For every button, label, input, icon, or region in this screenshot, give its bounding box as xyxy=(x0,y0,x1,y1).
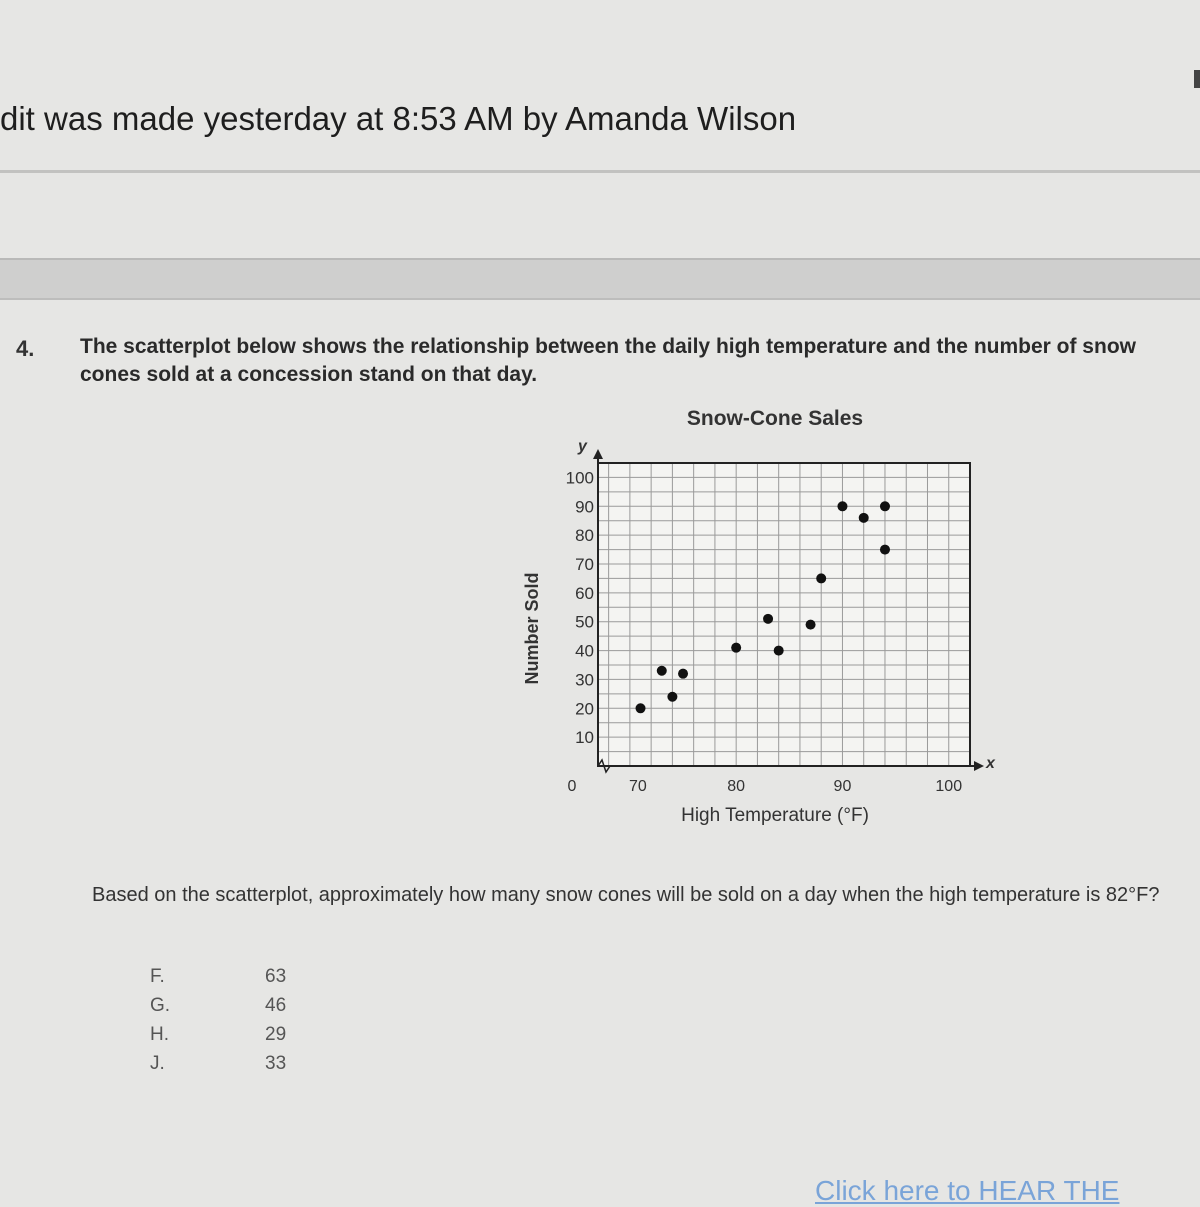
choice-letter: J. xyxy=(150,1052,165,1074)
last-edit-banner: dit was made yesterday at 8:53 AM by Amanda Wilson xyxy=(0,100,797,137)
choice-value: 33 xyxy=(265,1052,287,1074)
data-point xyxy=(657,666,667,676)
y-tick-label: 90 xyxy=(575,497,594,517)
choice-value: 46 xyxy=(265,994,287,1016)
data-point xyxy=(816,573,826,583)
chart-title: Snow-Cone Sales xyxy=(686,407,864,430)
window-edge-mark xyxy=(1194,70,1200,88)
choice-g[interactable] xyxy=(150,991,286,1020)
plot-area xyxy=(598,463,970,766)
x-tick-label: 70 xyxy=(628,778,647,795)
x-tick-label: 80 xyxy=(727,778,746,795)
question-number: 4. xyxy=(16,336,35,361)
data-point xyxy=(880,501,890,511)
scatterplot-chart xyxy=(500,395,1020,835)
y-tick-label: 70 xyxy=(575,555,594,574)
y-axis-letter: y xyxy=(578,438,587,455)
choice-value: 29 xyxy=(265,1023,287,1045)
choice-value: 63 xyxy=(265,965,287,987)
y-axis-arrow xyxy=(593,449,603,459)
data-point xyxy=(774,646,784,656)
choice-f[interactable] xyxy=(150,962,286,991)
data-point xyxy=(763,614,773,624)
y-tick-label: 10 xyxy=(575,728,594,748)
answer-choices xyxy=(150,962,286,1078)
section-header-band xyxy=(0,258,1200,300)
choice-j[interactable] xyxy=(150,1049,286,1078)
data-point xyxy=(667,692,677,702)
x-axis-title: High Temperature (°F) xyxy=(681,805,869,826)
x-tick-label: 90 xyxy=(833,778,852,795)
x-tick-label: 100 xyxy=(935,778,963,795)
y-tick-label: 30 xyxy=(575,670,594,690)
data-point xyxy=(636,703,646,713)
x-axis-letter: x xyxy=(986,755,995,772)
data-point xyxy=(859,513,869,523)
choice-letter: G. xyxy=(150,994,171,1016)
y-tick-label: 40 xyxy=(575,641,594,661)
banner-divider xyxy=(0,170,1200,173)
data-point xyxy=(678,669,688,679)
y-tick-label: 20 xyxy=(575,699,594,719)
y-tick-label: 60 xyxy=(575,583,594,603)
y-tick-label: 50 xyxy=(575,612,594,632)
data-point xyxy=(837,501,847,511)
y-axis-title: Number Sold xyxy=(522,572,542,685)
question-prompt: Based on the scatterplot, approximately how many snow cones will be sold on a day when the high temperature is 82°F? xyxy=(92,884,1160,906)
choice-letter: F. xyxy=(150,965,165,987)
scatterplot-figure xyxy=(500,395,1020,835)
y-tick-label: 100 xyxy=(565,468,594,488)
data-point xyxy=(731,643,741,653)
y-tick-label: 80 xyxy=(575,526,594,546)
x-axis-arrow xyxy=(974,761,984,771)
choice-letter: H. xyxy=(150,1023,169,1045)
data-point xyxy=(806,620,816,630)
data-point xyxy=(880,545,890,555)
hear-audio-link[interactable]: Click here to HEAR THE xyxy=(815,1175,1120,1206)
question-text: The scatterplot below shows the relationship between the daily high temperature and the number of snow cones sold at a concession stand on that day. xyxy=(80,335,1136,386)
choice-h[interactable] xyxy=(150,1020,286,1049)
origin-label: 0 xyxy=(567,778,577,795)
